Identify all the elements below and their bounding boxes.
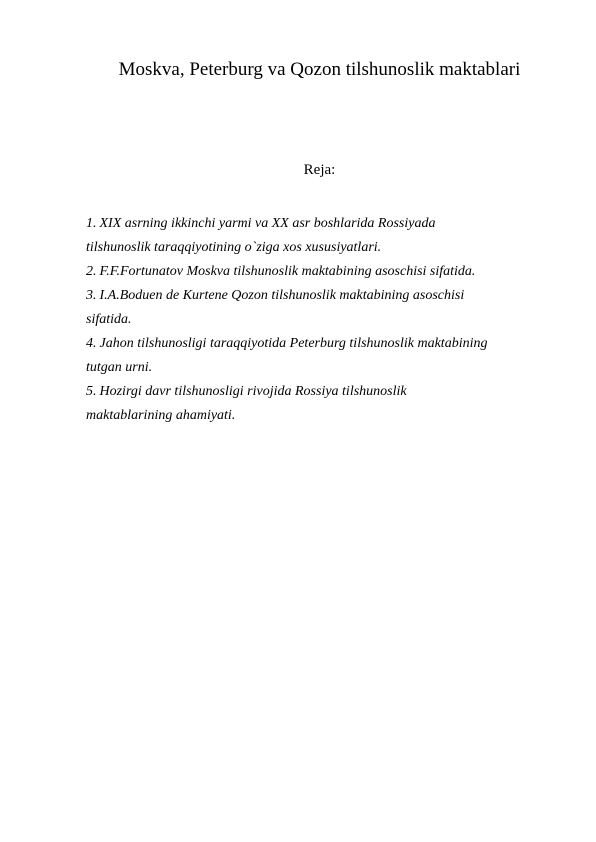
plan-item-2-line-1 [86, 260, 556, 284]
plan-list [86, 212, 556, 428]
plan-item-1 [86, 212, 556, 260]
plan-item-2-text: F.F.Fortunatov Moskva tilshunoslik maktabining asoschisi sifatida. [99, 264, 476, 279]
plan-item-3-line-1 [86, 284, 556, 308]
document-title: Moskva, Peterburg va Qozon tilshunoslik maktablari [118, 59, 521, 80]
plan-item-5 [86, 380, 556, 428]
plan-item-2-number: 2. [86, 264, 97, 279]
plan-item-2 [86, 260, 556, 284]
plan-item-5-number: 5. [86, 384, 97, 399]
plan-item-3 [86, 284, 556, 332]
plan-item-4-line-2: tutgan urni. [86, 360, 153, 375]
plan-heading: Reja: [303, 162, 336, 178]
plan-item-4-text: Jahon tilshunosligi taraqqiyotida Peterburg tilshunoslik maktabining [99, 336, 488, 351]
plan-item-3-line-2: sifatida. [86, 312, 132, 327]
plan-item-1-line-2: tilshunoslik taraqqiyotining o`ziga xos xususiyatlari. [86, 240, 382, 255]
plan-item-3-text: I.A.Boduen de Kurtene Qozon tilshunoslik maktabining asoschisi [99, 288, 465, 303]
plan-item-5-line-2: maktablarining ahamiyati. [86, 408, 236, 423]
plan-item-4 [86, 332, 556, 380]
plan-item-5-line-1 [86, 380, 556, 404]
plan-item-3-number: 3. [86, 288, 97, 303]
plan-item-1-line-1 [86, 212, 556, 236]
plan-item-1-number: 1. [86, 216, 97, 231]
plan-item-4-number: 4. [86, 336, 97, 351]
plan-item-1-text: XIX asrning ikkinchi yarmi va XX asr boshlarida Rossiyada [99, 216, 436, 231]
plan-item-5-text: Hozirgi davr tilshunosligi rivojida Rossiya tilshunoslik [99, 384, 407, 399]
plan-item-4-line-1 [86, 332, 556, 356]
